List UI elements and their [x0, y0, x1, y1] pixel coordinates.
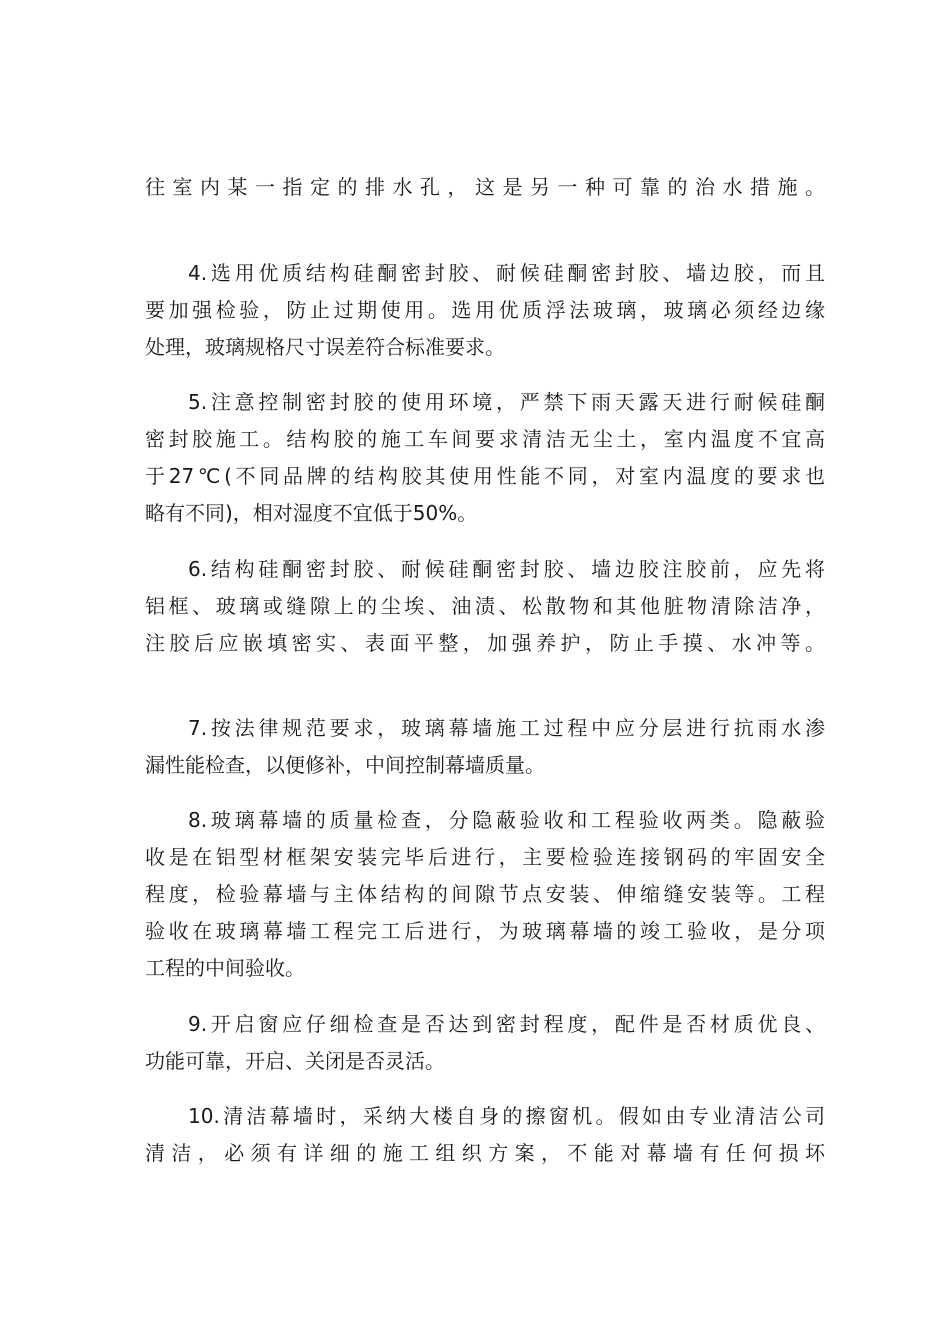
paragraph-line: 9.开启窗应仔细检查是否达到密封程度，配件是否材质优良、: [188, 1012, 825, 1036]
paragraph-line: 清洁，必须有详细的施工组织方案，不能对幕墙有任何损坏: [145, 1141, 825, 1165]
paragraph-line: 工程的中间验收。: [145, 956, 305, 980]
paragraph-line: 7.按法律规范要求，玻璃幕墙施工过程中应分层进行抗雨水渗: [188, 716, 825, 740]
paragraph-line: 功能可靠，开启、关闭是否灵活。: [145, 1049, 445, 1073]
paragraph-line: 6.结构硅酮密封胶、耐候硅酮密封胶、墙边胶注胶前，应先将: [188, 557, 825, 581]
paragraph-line: 密封胶施工。结构胶的施工车间要求清洁无尘土，室内温度不宜高: [145, 427, 825, 451]
paragraph-line: 漏性能检查，以便修补，中间控制幕墙质量。: [145, 753, 545, 777]
paragraph-line: 于27℃(不同品牌的结构胶其使用性能不同，对室内温度的要求也: [145, 464, 825, 488]
paragraph-line: 注胶后应嵌填密实、表面平整，加强养护，防止手摸、水冲等。: [145, 631, 825, 655]
paragraph-line: 程度，检验幕墙与主体结构的间隙节点安装、伸缩缝安装等。工程: [145, 882, 825, 906]
paragraph-line: 往室内某一指定的排水孔，这是另一种可靠的治水措施。: [145, 175, 825, 199]
paragraph-line: 要加强检验，防止过期使用。选用优质浮法玻璃，玻璃必须经边缘: [145, 298, 825, 322]
paragraph-line: 处理，玻璃规格尺寸误差符合标准要求。: [145, 335, 505, 359]
paragraph-line: 略有不同)，相对湿度不宜低于50%。: [145, 501, 478, 525]
paragraph-line: 8.玻璃幕墙的质量检查，分隐蔽验收和工程验收两类。隐蔽验: [188, 808, 825, 832]
paragraph-line: 铝框、玻璃或缝隙上的尘埃、油渍、松散物和其他脏物清除洁净，: [145, 594, 825, 618]
paragraph-line: 4.选用优质结构硅酮密封胶、耐候硅酮密封胶、墙边胶，而且: [188, 261, 825, 285]
paragraph-line: 收是在铝型材框架安装完毕后进行，主要检验连接钢码的牢固安全: [145, 845, 825, 869]
paragraph-line: 5.注意控制密封胶的使用环境，严禁下雨天露天进行耐候硅酮: [188, 390, 825, 414]
paragraph-line: 10.清洁幕墙时，采纳大楼自身的擦窗机。假如由专业清洁公司: [188, 1104, 825, 1128]
paragraph-line: 验收在玻璃幕墙工程完工后进行，为玻璃幕墙的竣工验收，是分项: [145, 919, 825, 943]
